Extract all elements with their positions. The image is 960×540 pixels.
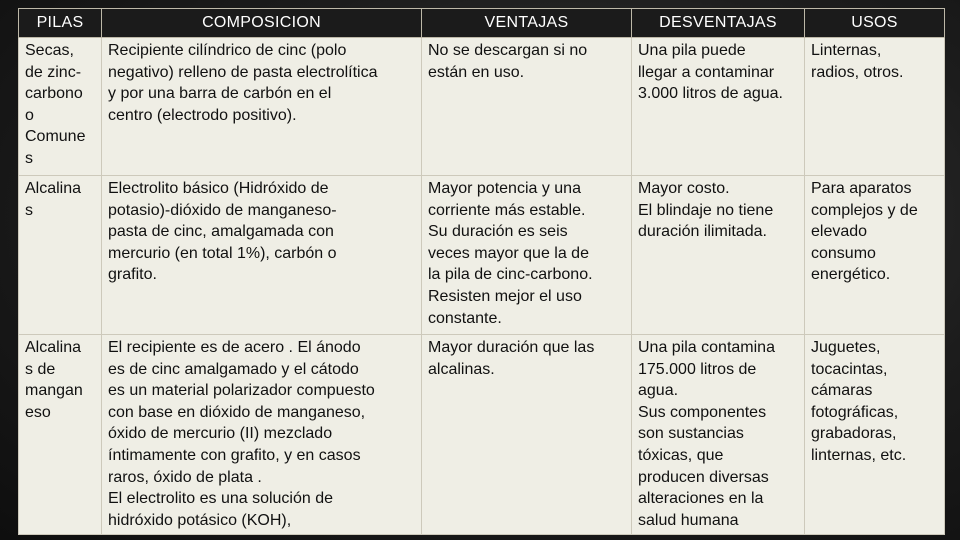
- header-desventajas: DESVENTAJAS: [632, 9, 805, 38]
- cell-pila: Secas, de zinc- carbono o Comune s: [19, 38, 102, 176]
- cell-ventajas: Mayor potencia y una corriente más estable. Su duración es seis veces mayor que la de la pila de cinc-carbono. Resisten mejor el uso constante.: [422, 176, 632, 335]
- cell-desventajas: Una pila puede llegar a contaminar 3.000 litros de agua.: [632, 38, 805, 176]
- cell-ventajas: Mayor duración que las alcalinas.: [422, 335, 632, 535]
- cell-composicion: El recipiente es de acero . El ánodo es de cinc amalgamado y el cátodo es un material polarizador compuesto con base en dióxido de manganeso, óxido de mercurio (II) mezclado íntimamente con grafito, y en casos raros, óxido de plata . El electrolito es una solución de hidróxido potásico (KOH),: [102, 335, 422, 535]
- header-ventajas: VENTAJAS: [422, 9, 632, 38]
- header-composicion: COMPOSICION: [102, 9, 422, 38]
- cell-desventajas: Mayor costo. El blindaje no tiene duración ilimitada.: [632, 176, 805, 335]
- cell-usos: Linternas, radios, otros.: [805, 38, 945, 176]
- header-pilas: PILAS: [19, 9, 102, 38]
- cell-composicion: Electrolito básico (Hidróxido de potasio)-dióxido de manganeso- pasta de cinc, amalgamada con mercurio (en total 1%), carbón o grafito.: [102, 176, 422, 335]
- table-row: [19, 176, 945, 335]
- header-usos: USOS: [805, 9, 945, 38]
- cell-desventajas: Una pila contamina 175.000 litros de agua. Sus componentes son sustancias tóxicas, que producen diversas alteraciones en la salud humana: [632, 335, 805, 535]
- table-row: [19, 335, 945, 535]
- cell-usos: Juguetes, tocacintas, cámaras fotográficas, grabadoras, linternas, etc.: [805, 335, 945, 535]
- cell-pila: Alcalina s de mangan eso: [19, 335, 102, 535]
- cell-composicion: Recipiente cilíndrico de cinc (polo negativo) relleno de pasta electrolítica y por una barra de carbón en el centro (electrodo positivo).: [102, 38, 422, 176]
- cell-usos: Para aparatos complejos y de elevado consumo energético.: [805, 176, 945, 335]
- batteries-table: [18, 8, 945, 535]
- cell-ventajas: No se descargan si no están en uso.: [422, 38, 632, 176]
- cell-pila: Alcalina s: [19, 176, 102, 335]
- header-row: [19, 9, 945, 38]
- table-row: [19, 38, 945, 176]
